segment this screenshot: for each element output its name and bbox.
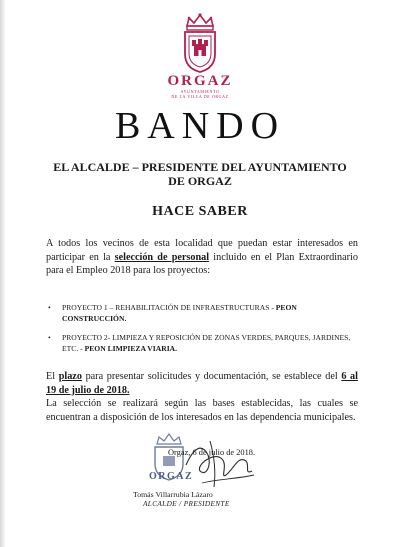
document-title: BANDO xyxy=(114,105,286,147)
intro-paragraph xyxy=(46,237,358,278)
plazo-text-1: El xyxy=(46,371,59,382)
project-text: PROYECTO 1 – REHABILITACIÓN DE INFRAESTRUCTURAS - xyxy=(62,303,276,312)
bullet: • xyxy=(48,333,51,342)
project-role: PEON CONSTRUCCIÓN. xyxy=(62,303,297,323)
signer-name: Tomás Villarrubia Lázaro xyxy=(133,490,213,499)
date-line: Orgaz, 6 de julio de 2018. xyxy=(168,448,256,457)
bullet: • xyxy=(48,303,51,312)
brand-tagline-2: DE LA VILLA DE ORGAZ xyxy=(171,94,229,99)
plazo-word: plazo xyxy=(58,371,82,382)
subtitle: HACE SABER xyxy=(152,204,248,219)
plazo-paragraph xyxy=(46,370,358,424)
signature-icon xyxy=(180,425,270,495)
heading-line-2: DE ORGAZ xyxy=(168,174,232,188)
plazo-text-3: La selección se realizará según las bases establecidas, las cuales se encuentran a disposición de los interesados en las dependencia municipales. xyxy=(46,398,358,423)
project-list xyxy=(46,303,358,363)
heading-line-1: EL ALCALDE – PRESIDENTE DEL AYUNTAMIENTO xyxy=(53,160,347,174)
stamp-name: ORGAZ xyxy=(149,471,194,482)
coat-of-arms-icon xyxy=(179,12,221,74)
list-item xyxy=(46,303,358,324)
brand-tagline-1: AYUNTAMIENTO xyxy=(180,89,220,94)
brand-name: ORGAZ xyxy=(167,73,233,89)
project-role: PEON LIMPIEZA VIARIA. xyxy=(84,343,178,353)
list-item xyxy=(46,333,358,354)
intro-text-1: A todos los vecinos de esta localidad que puedan estar interesados en participar en la xyxy=(46,238,358,263)
plazo-dates: 6 al 19 de julio de 2018. xyxy=(46,371,358,396)
intro-text-2: incluido en el Plan Extraordinario para el Empleo 2018 para los proyectos: xyxy=(46,251,358,277)
intro-highlight: selección de personal xyxy=(114,251,210,263)
signer-role: ALCALDE / PRESIDENTE xyxy=(143,500,230,508)
project-text: PROYECTO 2- LIMPIEZA Y REPOSICIÓN DE ZONAS VERDES, PARQUES, JARDINES, ETC. - xyxy=(62,333,351,353)
plazo-text-2: para presentar solicitudes y documentación, se establece del xyxy=(81,371,342,382)
